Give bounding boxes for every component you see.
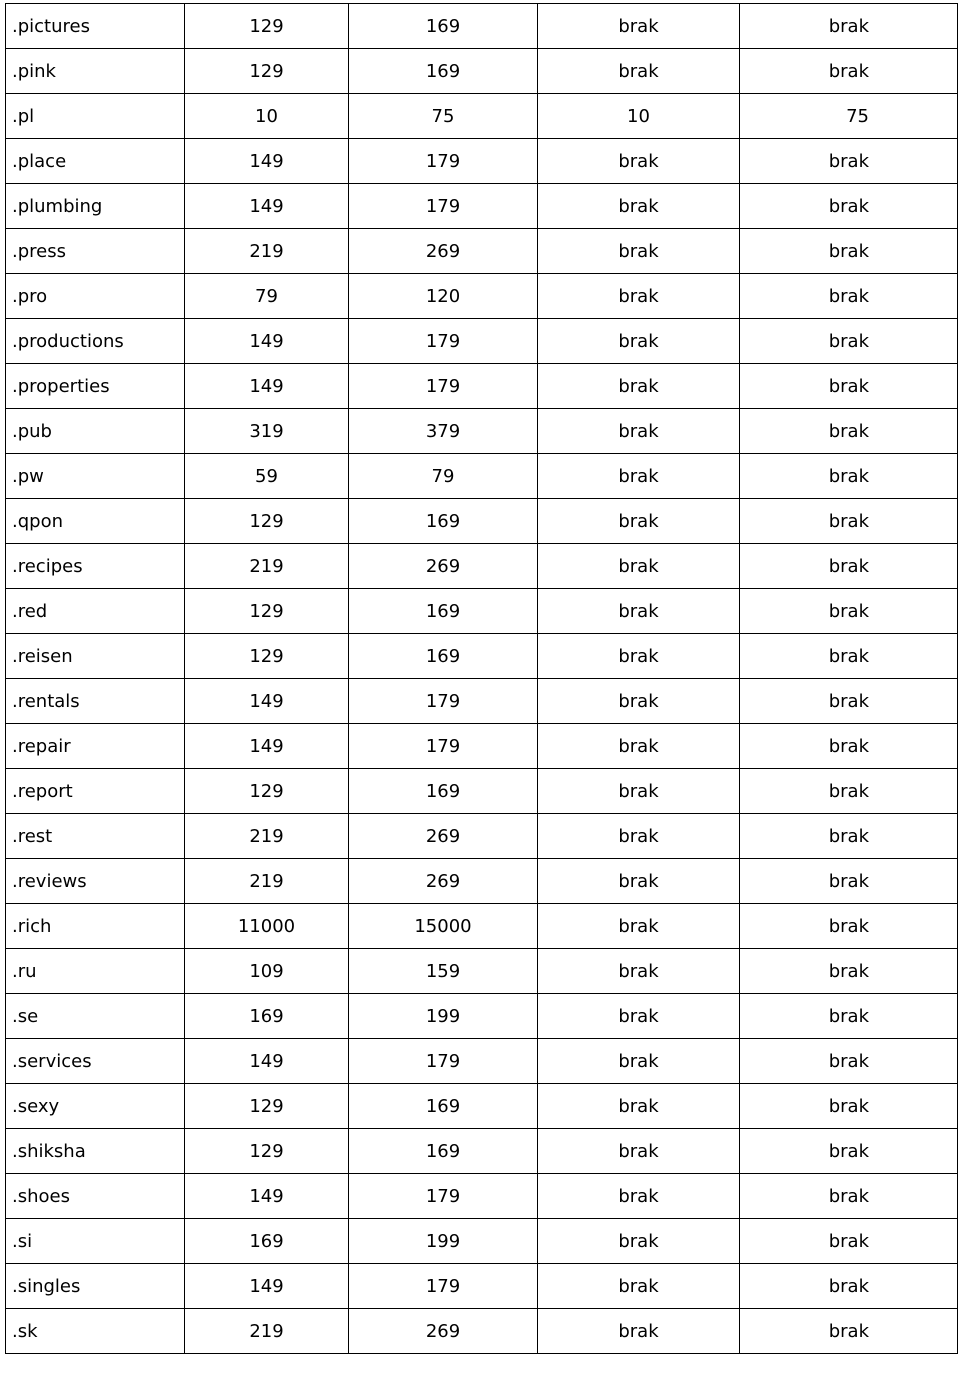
price-cell-3: brak: [538, 904, 740, 949]
price-cell-2: 179: [349, 679, 538, 724]
price-cell-1: 59: [185, 454, 349, 499]
table-row: [6, 949, 958, 994]
price-cell-2: 179: [349, 1174, 538, 1219]
table-row: [6, 769, 958, 814]
price-cell-1: 149: [185, 1174, 349, 1219]
price-cell-3: brak: [538, 319, 740, 364]
price-cell-2: 269: [349, 859, 538, 904]
table-row: [6, 724, 958, 769]
domain-cell: .services: [6, 1039, 185, 1084]
price-cell-2: 169: [349, 634, 538, 679]
price-cell-4: brak: [740, 1174, 958, 1219]
price-cell-2: 159: [349, 949, 538, 994]
price-cell-3: brak: [538, 1039, 740, 1084]
table-row: [6, 4, 958, 49]
price-cell-2: 79: [349, 454, 538, 499]
table-row: [6, 1129, 958, 1174]
price-cell-4: brak: [740, 949, 958, 994]
domain-cell: .rest: [6, 814, 185, 859]
price-cell-3: brak: [538, 724, 740, 769]
table-row: [6, 634, 958, 679]
price-cell-3: brak: [538, 1219, 740, 1264]
price-cell-4: brak: [740, 454, 958, 499]
price-cell-2: 15000: [349, 904, 538, 949]
price-cell-2: 269: [349, 814, 538, 859]
table-row: [6, 994, 958, 1039]
price-cell-2: 199: [349, 1219, 538, 1264]
price-cell-1: 109: [185, 949, 349, 994]
price-cell-2: 120: [349, 274, 538, 319]
price-cell-1: 149: [185, 364, 349, 409]
table-row: [6, 1039, 958, 1084]
table-row: [6, 859, 958, 904]
domain-cell: .properties: [6, 364, 185, 409]
table-row: [6, 904, 958, 949]
domain-cell: .sk: [6, 1309, 185, 1354]
price-cell-3: brak: [538, 769, 740, 814]
price-cell-3: brak: [538, 184, 740, 229]
price-cell-1: 149: [185, 319, 349, 364]
price-cell-1: 169: [185, 1219, 349, 1264]
price-cell-4: 75: [740, 94, 958, 139]
price-cell-4: brak: [740, 589, 958, 634]
price-cell-2: 179: [349, 1039, 538, 1084]
price-cell-3: brak: [538, 634, 740, 679]
price-cell-3: brak: [538, 49, 740, 94]
price-cell-3: brak: [538, 949, 740, 994]
price-cell-3: brak: [538, 544, 740, 589]
domain-cell: .pl: [6, 94, 185, 139]
price-cell-2: 179: [349, 139, 538, 184]
price-cell-4: brak: [740, 724, 958, 769]
price-cell-3: brak: [538, 859, 740, 904]
price-cell-4: brak: [740, 364, 958, 409]
price-cell-4: brak: [740, 184, 958, 229]
table-row: [6, 814, 958, 859]
price-cell-3: brak: [538, 229, 740, 274]
table-row: [6, 94, 958, 139]
price-cell-4: brak: [740, 1039, 958, 1084]
price-cell-4: brak: [740, 409, 958, 454]
domain-cell: .plumbing: [6, 184, 185, 229]
domain-cell: .pub: [6, 409, 185, 454]
price-cell-2: 179: [349, 184, 538, 229]
domain-cell: .repair: [6, 724, 185, 769]
price-cell-2: 169: [349, 769, 538, 814]
table-row: [6, 454, 958, 499]
table-row: [6, 1309, 958, 1354]
domain-cell: .qpon: [6, 499, 185, 544]
table-row: [6, 499, 958, 544]
price-cell-4: brak: [740, 814, 958, 859]
price-cell-2: 269: [349, 544, 538, 589]
price-cell-3: brak: [538, 589, 740, 634]
domain-cell: .pw: [6, 454, 185, 499]
price-cell-1: 149: [185, 1264, 349, 1309]
price-cell-1: 219: [185, 544, 349, 589]
price-cell-3: brak: [538, 679, 740, 724]
price-cell-2: 179: [349, 724, 538, 769]
price-cell-4: brak: [740, 49, 958, 94]
price-cell-4: brak: [740, 679, 958, 724]
price-cell-1: 129: [185, 589, 349, 634]
table-row: [6, 679, 958, 724]
table-row: [6, 1264, 958, 1309]
table-row: [6, 1084, 958, 1129]
price-cell-3: brak: [538, 1264, 740, 1309]
price-cell-1: 129: [185, 634, 349, 679]
price-cell-2: 269: [349, 1309, 538, 1354]
price-cell-2: 179: [349, 319, 538, 364]
price-cell-4: brak: [740, 544, 958, 589]
price-cell-1: 129: [185, 1129, 349, 1174]
price-cell-3: brak: [538, 274, 740, 319]
price-cell-3: brak: [538, 409, 740, 454]
price-cell-4: brak: [740, 1084, 958, 1129]
price-cell-3: brak: [538, 994, 740, 1039]
domain-cell: .rentals: [6, 679, 185, 724]
price-cell-1: 319: [185, 409, 349, 454]
price-cell-2: 169: [349, 589, 538, 634]
table-row: [6, 49, 958, 94]
domain-cell: .shiksha: [6, 1129, 185, 1174]
domain-cell: .shoes: [6, 1174, 185, 1219]
price-cell-4: brak: [740, 4, 958, 49]
domain-price-table-body: [6, 4, 958, 1354]
price-cell-1: 149: [185, 184, 349, 229]
table-row: [6, 1174, 958, 1219]
price-cell-1: 129: [185, 49, 349, 94]
price-cell-1: 149: [185, 679, 349, 724]
domain-price-table: [5, 3, 958, 1354]
price-cell-3: brak: [538, 1129, 740, 1174]
table-row: [6, 364, 958, 409]
price-cell-1: 10: [185, 94, 349, 139]
domain-cell: .report: [6, 769, 185, 814]
price-cell-1: 129: [185, 769, 349, 814]
price-cell-2: 169: [349, 1129, 538, 1174]
price-cell-4: brak: [740, 274, 958, 319]
price-cell-4: brak: [740, 319, 958, 364]
table-row: [6, 229, 958, 274]
price-cell-4: brak: [740, 904, 958, 949]
price-cell-1: 129: [185, 1084, 349, 1129]
domain-cell: .productions: [6, 319, 185, 364]
price-cell-2: 169: [349, 49, 538, 94]
price-cell-1: 169: [185, 994, 349, 1039]
price-cell-2: 169: [349, 4, 538, 49]
domain-cell: .si: [6, 1219, 185, 1264]
domain-cell: .place: [6, 139, 185, 184]
table-row: [6, 274, 958, 319]
price-cell-4: brak: [740, 499, 958, 544]
price-cell-3: brak: [538, 499, 740, 544]
domain-cell: .recipes: [6, 544, 185, 589]
price-cell-3: brak: [538, 814, 740, 859]
price-cell-4: brak: [740, 1309, 958, 1354]
table-row: [6, 589, 958, 634]
price-cell-3: brak: [538, 139, 740, 184]
domain-cell: .pink: [6, 49, 185, 94]
price-cell-2: 269: [349, 229, 538, 274]
price-cell-1: 149: [185, 1039, 349, 1084]
price-cell-2: 169: [349, 499, 538, 544]
domain-cell: .singles: [6, 1264, 185, 1309]
price-cell-4: brak: [740, 1219, 958, 1264]
table-row: [6, 319, 958, 364]
domain-cell: .sexy: [6, 1084, 185, 1129]
domain-cell: .se: [6, 994, 185, 1039]
table-row: [6, 184, 958, 229]
price-cell-4: brak: [740, 769, 958, 814]
domain-cell: .red: [6, 589, 185, 634]
price-cell-1: 219: [185, 814, 349, 859]
price-cell-1: 219: [185, 859, 349, 904]
price-cell-3: brak: [538, 364, 740, 409]
domain-cell: .pictures: [6, 4, 185, 49]
price-cell-2: 379: [349, 409, 538, 454]
price-cell-1: 129: [185, 4, 349, 49]
price-cell-4: brak: [740, 139, 958, 184]
price-cell-2: 169: [349, 1084, 538, 1129]
price-cell-4: brak: [740, 994, 958, 1039]
price-cell-1: 149: [185, 724, 349, 769]
price-cell-2: 75: [349, 94, 538, 139]
price-cell-4: brak: [740, 229, 958, 274]
table-row: [6, 409, 958, 454]
price-cell-3: brak: [538, 4, 740, 49]
price-cell-4: brak: [740, 859, 958, 904]
price-cell-3: 10: [538, 94, 740, 139]
price-cell-4: brak: [740, 1129, 958, 1174]
price-cell-3: brak: [538, 1174, 740, 1219]
price-cell-1: 219: [185, 229, 349, 274]
table-row: [6, 1219, 958, 1264]
table-row: [6, 139, 958, 184]
domain-cell: .reisen: [6, 634, 185, 679]
price-cell-2: 179: [349, 1264, 538, 1309]
price-cell-3: brak: [538, 454, 740, 499]
domain-cell: .pro: [6, 274, 185, 319]
price-cell-4: brak: [740, 634, 958, 679]
price-cell-1: 149: [185, 139, 349, 184]
price-cell-4: brak: [740, 1264, 958, 1309]
price-cell-2: 199: [349, 994, 538, 1039]
domain-cell: .reviews: [6, 859, 185, 904]
price-cell-3: brak: [538, 1309, 740, 1354]
domain-cell: .ru: [6, 949, 185, 994]
domain-cell: .press: [6, 229, 185, 274]
price-cell-3: brak: [538, 1084, 740, 1129]
price-cell-1: 129: [185, 499, 349, 544]
price-cell-1: 79: [185, 274, 349, 319]
price-cell-1: 11000: [185, 904, 349, 949]
price-cell-2: 179: [349, 364, 538, 409]
domain-cell: .rich: [6, 904, 185, 949]
price-cell-1: 219: [185, 1309, 349, 1354]
table-row: [6, 544, 958, 589]
